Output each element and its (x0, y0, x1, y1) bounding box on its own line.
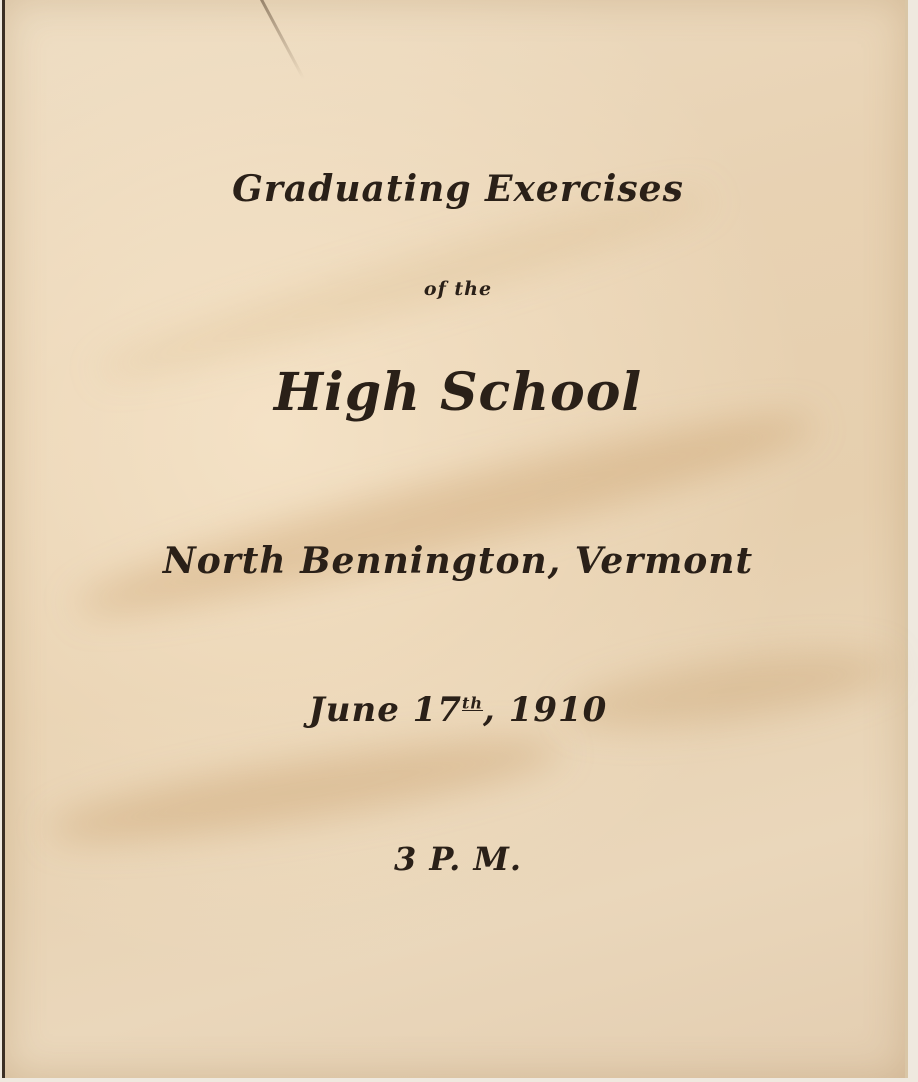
program-cover (2, 0, 908, 1078)
event-date (5, 690, 911, 730)
location-line: North Bennington, Vermont (162, 540, 754, 582)
event-time: 3 P. M. (393, 840, 522, 878)
date-year: , 1910 (483, 690, 608, 730)
date-month-day: June 17 (308, 690, 462, 730)
institution-name: High School (273, 362, 643, 423)
water-stain (68, 389, 822, 641)
paper-crease (260, 0, 305, 79)
title-connector: of the (423, 278, 493, 300)
date-ordinal-suffix: th (461, 693, 484, 713)
program-title: Graduating Exercises (232, 168, 684, 210)
